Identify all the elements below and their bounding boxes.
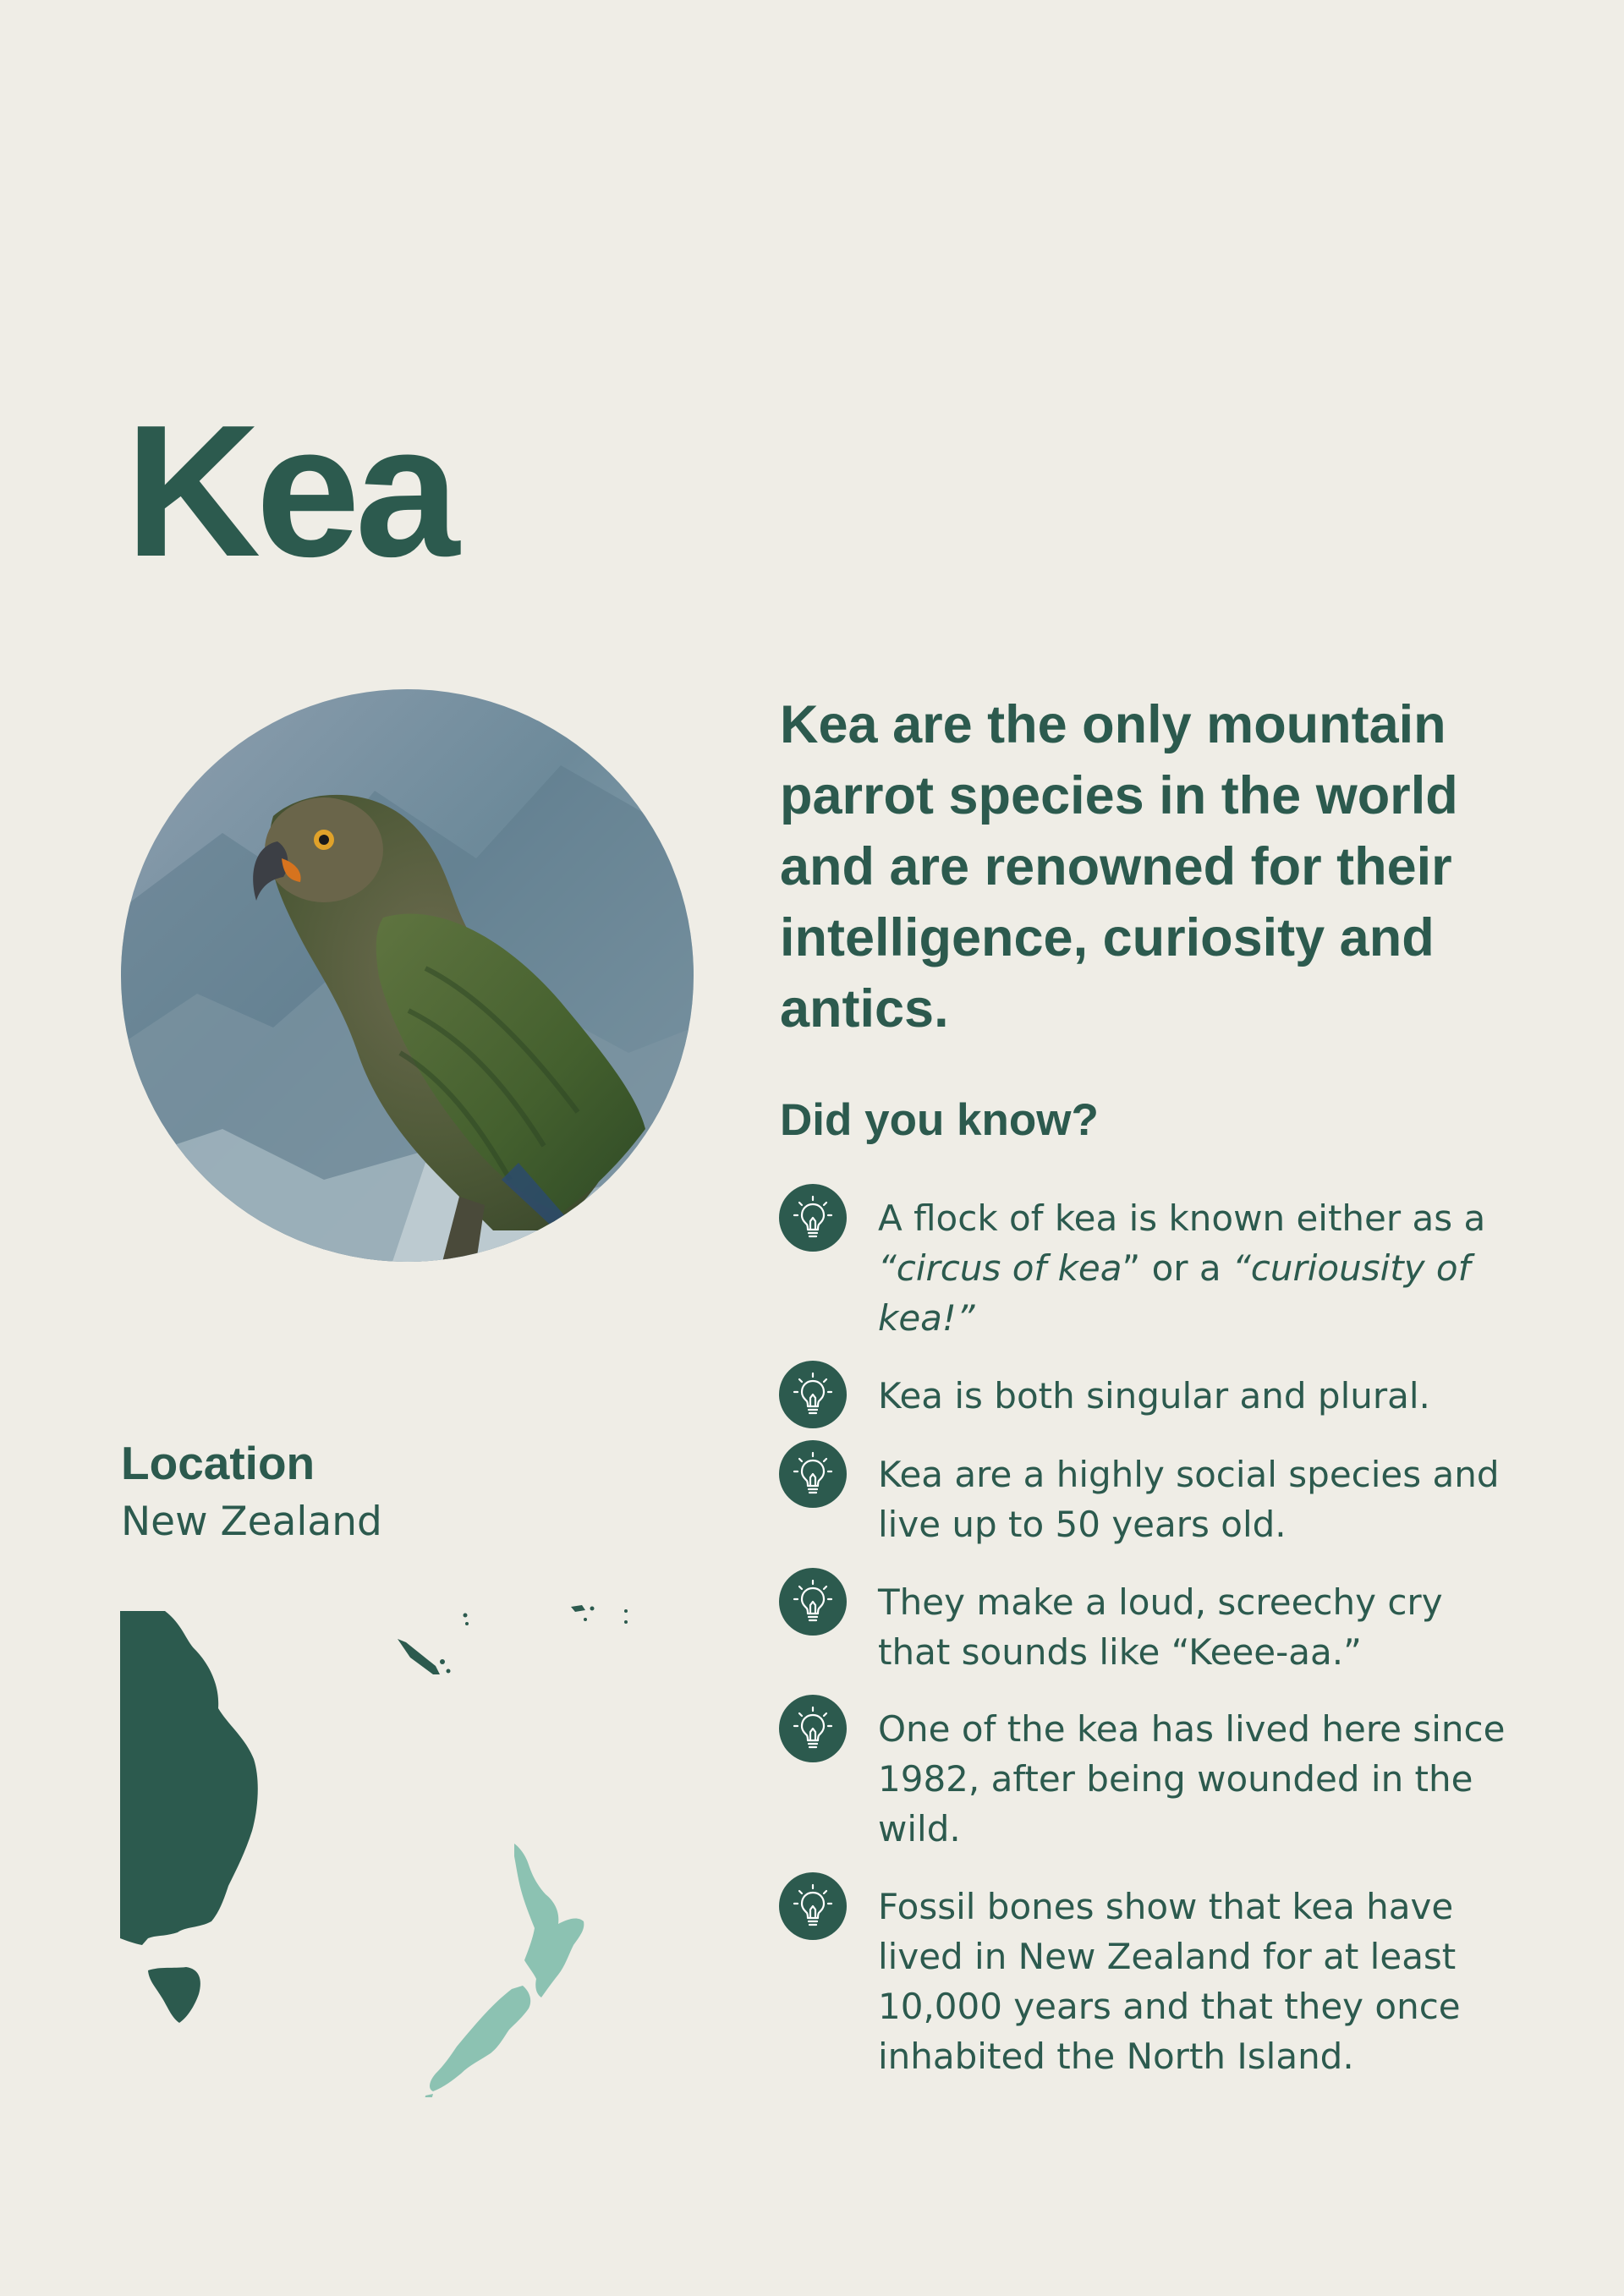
fact-item bbox=[878, 1371, 1521, 1421]
did-you-know-heading: Did you know? bbox=[780, 1095, 1099, 1145]
fact-text-part: “curiousity of kea!” bbox=[878, 1247, 1471, 1339]
lightbulb-icon bbox=[779, 1568, 847, 1636]
south-island-landmass bbox=[430, 1986, 530, 2091]
fact-item bbox=[878, 1449, 1521, 1549]
new-caledonia-landmass bbox=[398, 1639, 440, 1674]
fact-text-part: ” or a bbox=[1122, 1247, 1232, 1289]
lightbulb-icon bbox=[779, 1440, 847, 1508]
fact-text-part: A flock of kea is known either as a bbox=[878, 1197, 1486, 1239]
lightbulb-icon bbox=[779, 1184, 847, 1252]
fact-text-part: “circus of kea bbox=[878, 1247, 1122, 1289]
kea-parrot-image bbox=[121, 689, 694, 1262]
lightbulb-icon bbox=[779, 1695, 847, 1762]
fact-item bbox=[878, 1704, 1521, 1854]
intro-text: Kea are the only mountain parrot species in the world and are renowned for their intelligence, curiosity and antics. bbox=[780, 695, 1458, 1038]
fact-item bbox=[878, 1577, 1521, 1677]
north-island-landmass bbox=[514, 1844, 584, 1997]
fact-item bbox=[878, 1193, 1521, 1343]
location-value: New Zealand bbox=[121, 1499, 382, 1545]
page-title: Kea bbox=[125, 386, 455, 596]
tasmania-landmass bbox=[148, 1967, 200, 2023]
lightbulb-icon bbox=[779, 1361, 847, 1428]
fact-item bbox=[878, 1882, 1521, 2081]
location-map bbox=[118, 1590, 660, 2097]
location-label: Location bbox=[121, 1437, 315, 1489]
fact-text-part: One of the kea has lived here since 1982, after being wounded in the wild. bbox=[878, 1708, 1506, 1849]
fact-text-part: They make a loud, screechy cry that sounds like “Keee-aa.” bbox=[878, 1581, 1443, 1673]
kea-photo bbox=[121, 689, 694, 1262]
lightbulb-icon bbox=[779, 1872, 847, 1940]
australia-landmass bbox=[120, 1611, 258, 1945]
fact-text-part: Kea are a highly social species and live up to 50 years old. bbox=[878, 1454, 1500, 1545]
fact-text-part: Kea is both singular and plural. bbox=[878, 1375, 1430, 1417]
fact-text-part: Fossil bones show that kea have lived in New Zealand for at least 10,000 years and that they once inhabited the North Island. bbox=[878, 1886, 1461, 2077]
